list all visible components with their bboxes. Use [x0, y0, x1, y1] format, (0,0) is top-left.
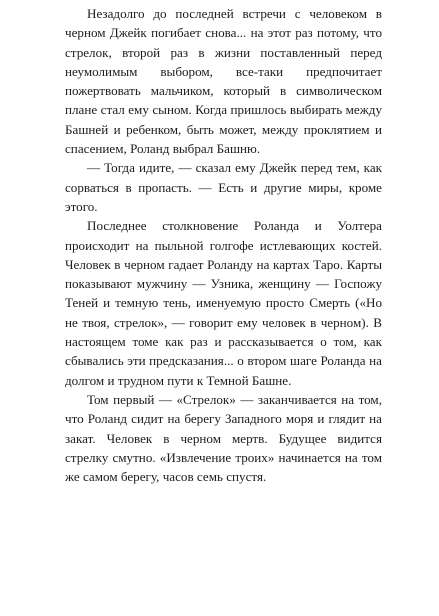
- paragraph-3: Последнее столкновение Роланда и Уолтера происходит на пыльной голгофе истлевающих костей. Человек в черном гадает Роланду на картах Таро. Карты показывают мужчину — Узника, женщину — Госпожу Теней и темную тень, именуемую просто Смерть («Но не твоя, стрелок», — говорит ему человек в черном). В настоящем томе как раз и рассказывается о том, как сбывались эти предсказания... о втором шаге Роланда на долгом и трудном пути к Темной Башне.: [65, 218, 382, 388]
- paragraph-2: — Тогда идите, — сказал ему Джейк перед тем, как сорваться в пропасть. — Есть и другие миры, кроме этого.: [65, 160, 382, 214]
- paragraph-1: Незадолго до последней встречи с человеком в черном Джейк погибает снова... на этот раз потому, что стрелок, второй раз в жизни поставленный перед неумолимым выбором, все-таки предпочитает пожертвовать мальчиком, который в символическом плане стал ему сыном. Когда пришлось выбирать между Башней и ребенком, быть может, между проклятием и спасением, Роланд выбрал Башню.: [65, 6, 382, 157]
- page-text: [65, 4, 382, 486]
- paragraph-4: Том первый — «Стрелок» — заканчивается на том, что Роланд сидит на берегу Западного моря и глядит на закат. Человек в черном мертв. Будущее видится стрелку смутно. «Извлечение троих» начинается на том же самом берегу, часов семь спустя.: [65, 391, 382, 485]
